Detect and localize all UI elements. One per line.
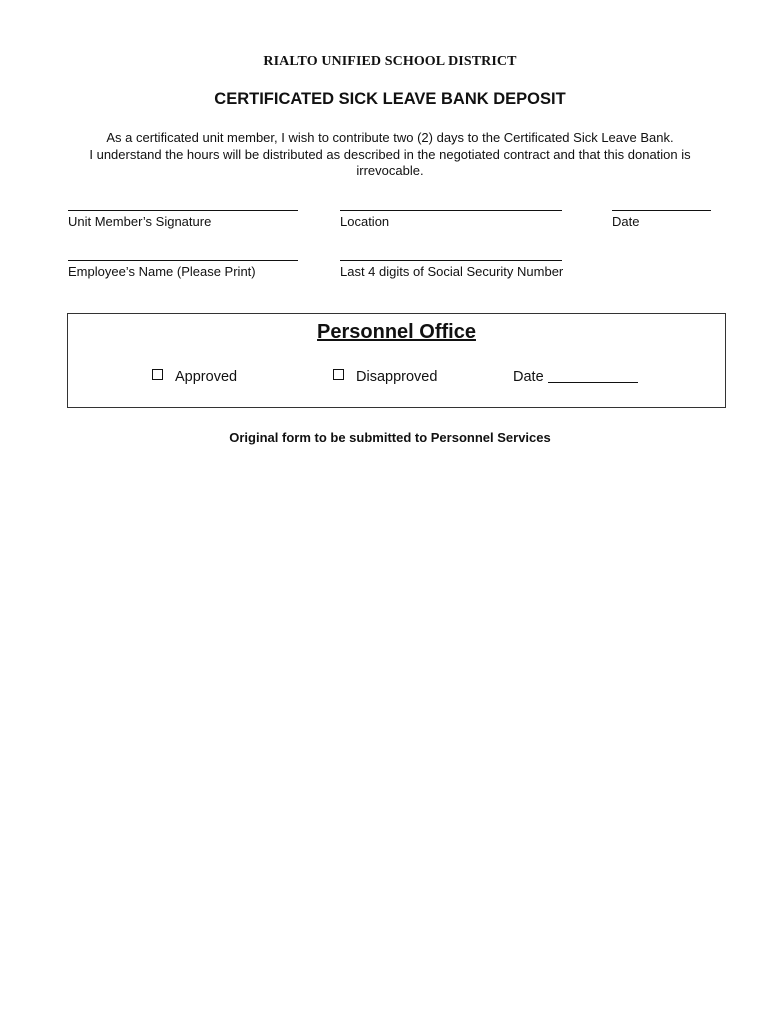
personnel-office-title: Personnel Office xyxy=(317,321,476,343)
intro-line-1: As a certificated unit member, I wish to contribute two (2) days to the Certificated Sick Leave Bank. xyxy=(106,130,674,145)
ssn-label: Last 4 digits of Social Security Number xyxy=(340,264,564,279)
form-title: CERTIFICATED SICK LEAVE BANK DEPOSIT xyxy=(214,90,566,108)
employee-name-field[interactable] xyxy=(68,260,298,279)
date-field[interactable] xyxy=(612,210,711,229)
ssn-line[interactable] xyxy=(340,260,562,261)
intro-line-2: I understand the hours will be distributed as described in the negotiated contract and that this donation is irrevocable. xyxy=(89,146,691,178)
employee-name-line[interactable] xyxy=(68,260,298,261)
date-line[interactable] xyxy=(612,210,711,211)
disapproved-label: Disapproved xyxy=(356,369,438,385)
employee-name-label: Employee’s Name (Please Print) xyxy=(68,264,256,279)
signature-field[interactable] xyxy=(68,210,298,229)
district-name: RIALTO UNIFIED SCHOOL DISTRICT xyxy=(263,54,517,69)
signature-line[interactable] xyxy=(68,210,298,211)
office-date-label: Date xyxy=(513,369,544,385)
submission-note: Original form to be submitted to Personnel Services xyxy=(229,430,551,445)
approved-label: Approved xyxy=(175,369,238,385)
approved-option[interactable] xyxy=(152,369,237,385)
location-field[interactable] xyxy=(340,210,562,229)
location-label: Location xyxy=(340,214,390,229)
checkbox-icon[interactable] xyxy=(333,369,344,380)
disapproved-option[interactable] xyxy=(333,369,437,385)
date-label: Date xyxy=(612,214,640,229)
intro-paragraph xyxy=(60,130,720,180)
personnel-office-box xyxy=(67,313,726,408)
office-date-field[interactable] xyxy=(513,369,638,385)
office-date-line[interactable] xyxy=(548,370,638,383)
signature-label: Unit Member’s Signature xyxy=(68,214,212,229)
checkbox-icon[interactable] xyxy=(152,369,163,380)
ssn-field[interactable] xyxy=(340,260,562,279)
location-line[interactable] xyxy=(340,210,562,211)
